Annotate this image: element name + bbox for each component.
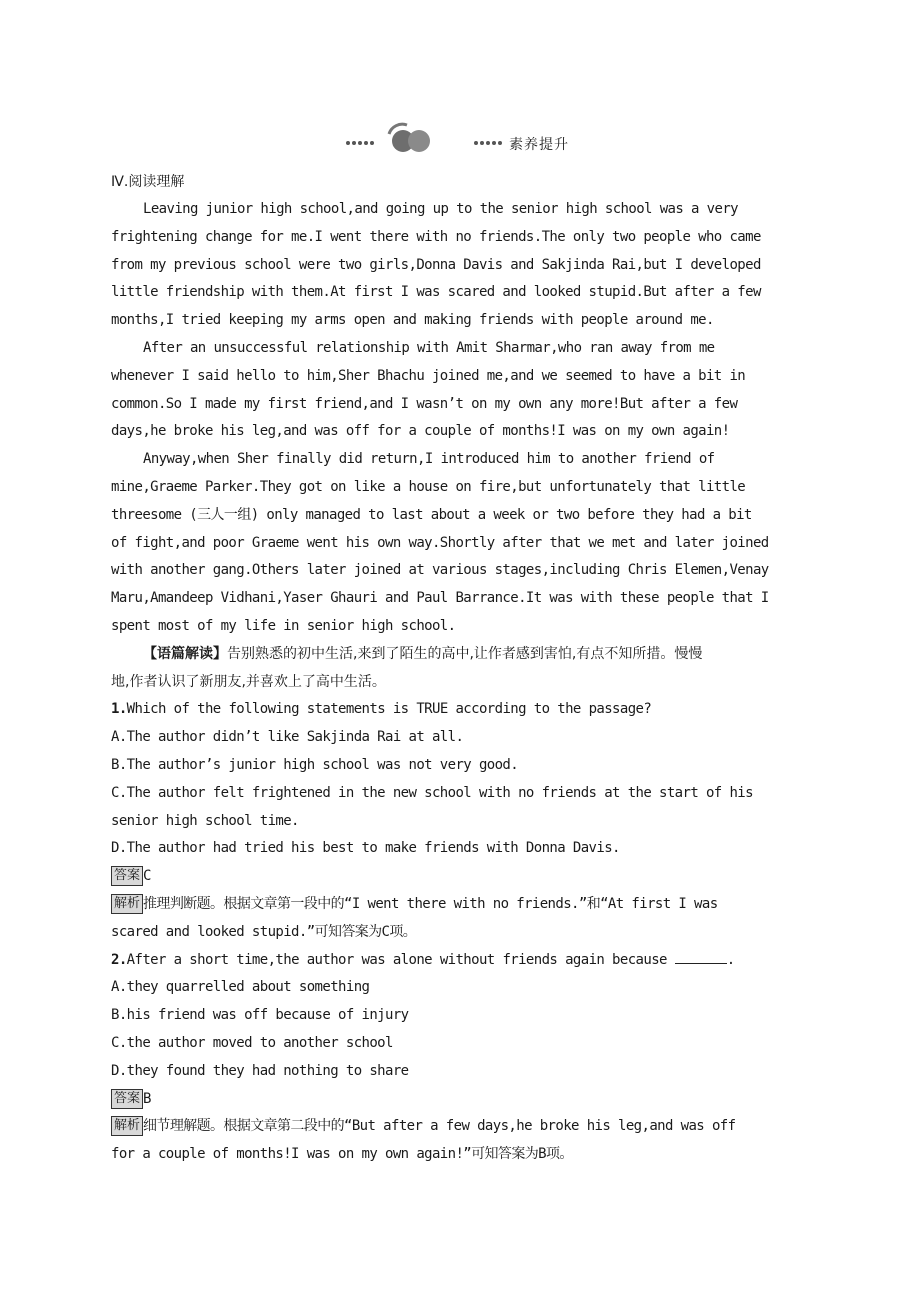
passage-line: months,I tried keeping my arms open and making friends with people around me.	[111, 312, 714, 329]
explanation-tag: 解析	[111, 1116, 143, 1136]
dots-decoration	[346, 130, 376, 149]
passage-line: frightening change for me.I went there with no friends.The only two people who came	[111, 228, 761, 245]
passage-line: whenever I said hello to him,Sher Bhachu joined me,and we seemed to have a bit in	[111, 367, 746, 384]
answer-tag: 答案	[111, 866, 143, 886]
question-1	[111, 696, 811, 946]
option-c: C.the author moved to another school	[111, 1034, 393, 1051]
banner-logo-icon	[385, 122, 441, 156]
option-a: A.The author didn’t like Sakjinda Rai at all.	[111, 729, 464, 746]
explanation-row	[111, 891, 811, 919]
analysis-line	[111, 641, 811, 669]
banner-title: 素养提升	[509, 137, 569, 153]
passage-line: common.So I made my first friend,and I wasn’t on my own any more!But after a few	[111, 395, 738, 412]
passage-line: little friendship with them.At first I was scared and looked stupid.But after a few	[111, 284, 761, 301]
passage-paragraph-2	[111, 335, 811, 446]
analysis-label: 【语篇解读】	[143, 645, 227, 662]
answer-tag: 答案	[111, 1089, 143, 1109]
answer-value: C	[143, 868, 151, 885]
explanation-text: 推理判断题。根据文章第一段中的“I went there with no friends.”和“At first I was	[143, 895, 718, 912]
option-c: C.The author felt frightened in the new school with no friends at the start of his	[111, 784, 753, 801]
option-d: D.The author had tried his best to make friends with Donna Davis.	[111, 840, 620, 857]
question-2	[111, 947, 811, 1169]
analysis-text: 告别熟悉的初中生活,来到了陌生的高中,让作者感到害怕,有点不知所措。慢慢	[227, 645, 703, 662]
option-c-cont: senior high school time.	[111, 812, 299, 829]
answer-value: B	[143, 1090, 151, 1107]
analysis-line: 地,作者认识了新朋友,并喜欢上了高中生活。	[111, 673, 386, 690]
passage-line: Anyway,when Sher finally did return,I introduced him to another friend of	[143, 451, 715, 468]
passage-line: days,he broke his leg,and was off for a couple of months!I was on my own again!	[111, 423, 730, 440]
explanation-row	[111, 1113, 811, 1141]
section-title: Ⅳ.阅读理解	[111, 174, 185, 190]
option-b: B.The author’s junior high school was not very good.	[111, 756, 519, 773]
passage-line: threesome (三人一组) only managed to last about a week or two before they had a bit	[111, 506, 752, 523]
explanation-text: 细节理解题。根据文章第二段中的“But after a few days,he broke his leg,and was off	[143, 1118, 736, 1135]
answer-row	[111, 1086, 811, 1114]
question-text: After a short time,the author was alone without friends again because	[126, 951, 667, 968]
passage-line: Leaving junior high school,and going up to the senior high school was a very	[143, 201, 738, 217]
explanation-tag: 解析	[111, 894, 143, 914]
question-text: Which of the following statements is TRUE according to the passage?	[126, 701, 652, 718]
option-d: D.they found they had nothing to share	[111, 1062, 409, 1079]
passage-line: with another gang.Others later joined at various stages,including Chris Elemen,Venay	[111, 562, 769, 579]
document-body	[111, 168, 811, 1169]
passage-paragraph-1	[111, 196, 811, 335]
option-b: B.his friend was off because of injury	[111, 1007, 409, 1024]
passage-line: mine,Graeme Parker.They got on like a house on fire,but unfortunately that little	[111, 478, 746, 495]
explanation-cont: for a couple of months!I was on my own again!”可知答案为B项。	[111, 1146, 573, 1163]
passage-line: After an unsuccessful relationship with Amit Sharmar,who ran away from me	[143, 339, 715, 356]
question-number: 2.	[111, 951, 127, 968]
passage-analysis	[111, 641, 811, 697]
passage-line: of fight,and poor Graeme went his own way.Shortly after that we met and later joined	[111, 534, 769, 551]
answer-blank	[675, 949, 727, 964]
section-banner	[340, 122, 580, 162]
question-stem	[111, 696, 811, 724]
explanation-cont: scared and looked stupid.”可知答案为C项。	[111, 923, 417, 940]
passage-line: spent most of my life in senior high school.	[111, 617, 456, 634]
passage-line: Maru,Amandeep Vidhani,Yaser Ghauri and Paul Barrance.It was with these people that I	[111, 590, 769, 607]
answer-row	[111, 863, 811, 891]
stem-end: .	[726, 951, 735, 968]
question-number: 1.	[111, 701, 127, 718]
dots-decoration	[474, 130, 504, 149]
option-a: A.they quarrelled about something	[111, 979, 370, 996]
passage-paragraph-3	[111, 446, 811, 641]
passage-line: from my previous school were two girls,Donna Davis and Sakjinda Rai,but I developed	[111, 256, 761, 273]
question-stem	[111, 947, 811, 975]
